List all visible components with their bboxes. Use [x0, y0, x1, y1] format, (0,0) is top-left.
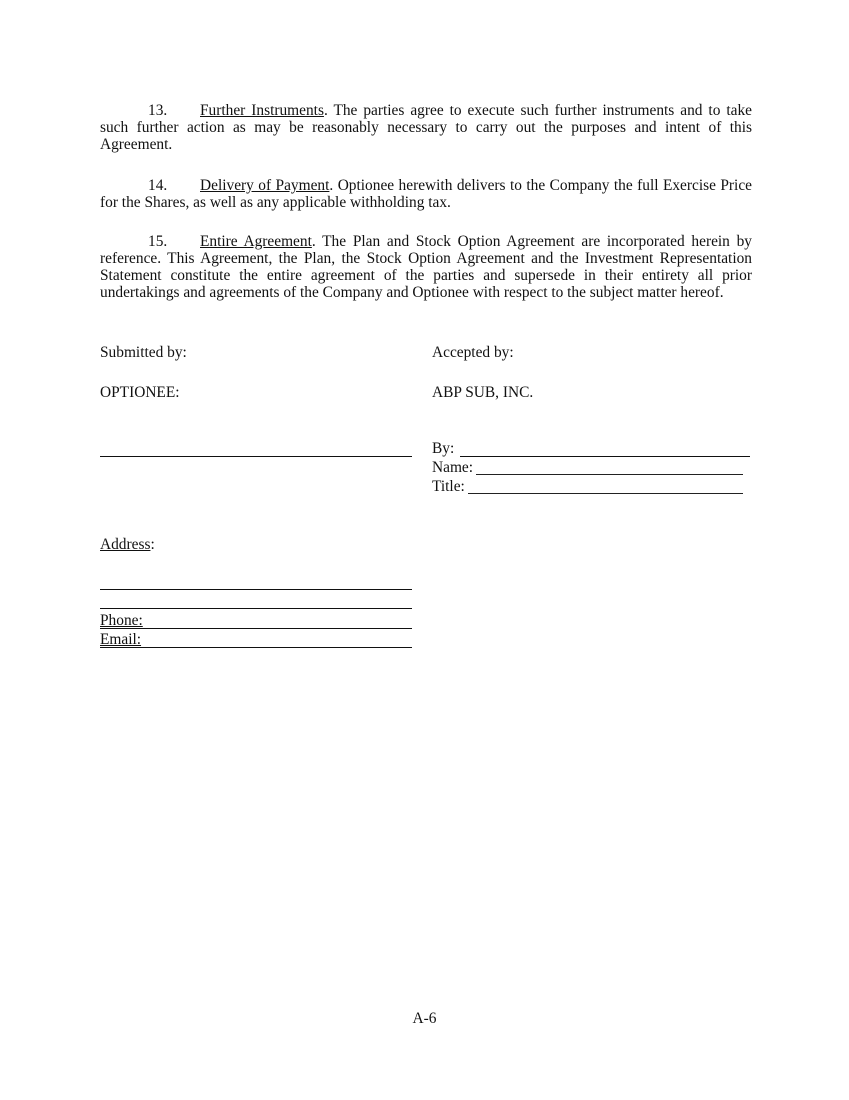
name-line[interactable] — [476, 474, 743, 475]
section-body: . The Plan and Stock Option Agreement are incorporated herein by reference. This Agreement, the Plan, the Stock Option Agreement and the Investment Representation Statement constitute the entire agreement of the parties and supersede in their entirety all prior undertakings and agreements of the Company and Optionee with respect to the subject matter hereof. — [100, 233, 752, 301]
by-signature-line[interactable] — [460, 456, 750, 457]
address-line-1[interactable] — [100, 589, 412, 590]
address-line-2[interactable] — [100, 608, 412, 609]
section-heading: Delivery of Payment — [200, 177, 330, 194]
address-label-text: Address — [100, 536, 151, 553]
title-label: Title: — [432, 478, 465, 495]
phone-label — [100, 612, 143, 629]
optionee-label: OPTIONEE: — [100, 384, 180, 401]
section-15 — [100, 233, 752, 301]
accepted-by-label: Accepted by: — [432, 344, 514, 361]
section-number: 13. — [148, 102, 168, 119]
phone-line[interactable] — [100, 628, 412, 629]
section-heading: Further Instruments — [200, 102, 324, 119]
phone-label-text: Phone: — [100, 612, 143, 629]
company-name: ABP SUB, INC. — [432, 384, 534, 401]
section-number: 15. — [148, 233, 168, 250]
section-heading: Entire Agreement — [200, 233, 312, 250]
section-13 — [100, 102, 752, 153]
title-line[interactable] — [468, 493, 743, 494]
email-label — [100, 631, 141, 648]
submitted-by-label: Submitted by: — [100, 344, 187, 361]
email-label-text: Email: — [100, 631, 142, 648]
section-body: . The parties agree to execute such further instruments and to take such further action as may be reasonably necessary to carry out the purposes and intent of this Agreement. — [100, 102, 752, 153]
section-body: . Optionee herewith delivers to the Company the full Exercise Price for the Shares, as well as any applicable withholding tax. — [100, 177, 752, 211]
address-colon: : — [150, 536, 155, 553]
name-label: Name: — [432, 459, 474, 476]
section-number: 14. — [148, 177, 168, 194]
email-line[interactable] — [100, 647, 412, 648]
optionee-signature-line[interactable] — [100, 456, 412, 457]
page-number: A-6 — [412, 1010, 437, 1027]
section-14 — [100, 177, 752, 211]
address-label — [100, 536, 155, 553]
by-label: By: — [432, 440, 455, 457]
